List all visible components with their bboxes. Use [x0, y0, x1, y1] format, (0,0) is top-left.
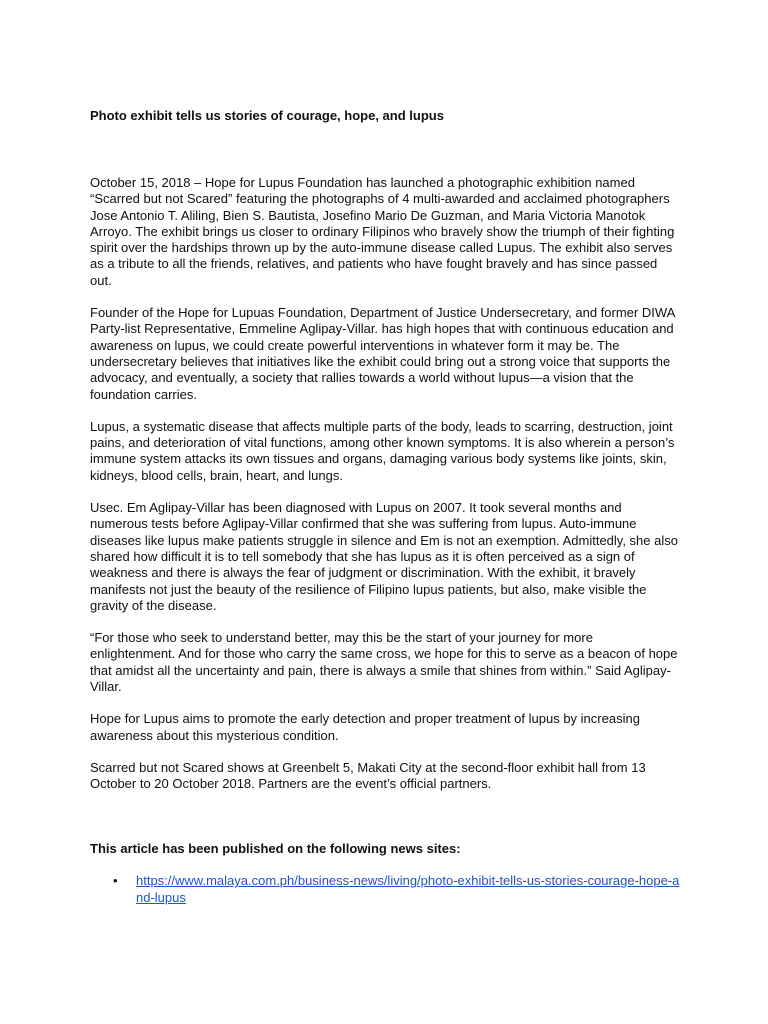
list-item: [90, 872, 680, 906]
paragraph-diagnosis: Usec. Em Aglipay-Villar has been diagnosed with Lupus on 2007. It took several months and numerous tests before Aglipay-Villar confirmed that she was suffering from lupus. Auto-immune diseases like lupus make patients struggle in silence and Em is not an exemption. Admittedly, she also shared how difficult it is to tell somebody that she has lupus as it is often perceived as a sign of weakness and there is always the fear of judgment or discrimination. With the exhibit, it bravely manifests not just the beauty of the resilience of Filipino lupus patients, but also, make visible the gravity of the disease.: [90, 500, 678, 613]
article-title: Photo exhibit tells us stories of courage, hope, and lupus: [90, 108, 444, 123]
paragraph-founder: Founder of the Hope for Lupuas Foundation, Department of Justice Undersecretary, and former DIWA Party-list Representative, Emmeline Aglipay-Villar. has high hopes that with continuous education and awareness on lupus, we could create powerful interventions in whatever form it may be. The undersecretary believes that initiatives like the exhibit could bring out a strong voice that supports the advocacy, and eventually, a society that rallies towards a world without lupus—a vision that the foundation carries.: [90, 305, 675, 402]
bullet-icon: •: [113, 873, 118, 888]
paragraph-quote: “For those who seek to understand better, may this be the start of your journey for more enlightenment. And for those who carry the same cross, we hope for this to serve as a beacon of hope that amidst all the uncertainty and pain, there is always a smile that shines from within.” Said Aglipay-Villar.: [90, 630, 678, 695]
paragraph-lupus-definition: Lupus, a systematic disease that affects multiple parts of the body, leads to scarring, destruction, joint pains, and deterioration of vital functions, among other known symptoms. It is also wherein a person’s immune system attacks its own tissues and organs, damaging various body systems like joints, skin, kidneys, blood cells, brain, heart, and lungs.: [90, 418, 675, 483]
news-link[interactable]: https://www.malaya.com.ph/business-news/living/photo-exhibit-tells-us-stories-courage-hope-and-lupus: [136, 873, 680, 905]
published-heading: This article has been published on the following news sites:: [90, 841, 461, 856]
news-site-list: [90, 872, 680, 906]
article-body: [90, 175, 680, 809]
paragraph-intro: October 15, 2018 – Hope for Lupus Foundation has launched a photographic exhibition named “Scarred but not Scared” featuring the photographs of 4 multi-awarded and acclaimed photographers Jose Antonio T. Aliling, Bien S. Bautista, Josefino Mario De Guzman, and Maria Victoria Manotok Arroyo. The exhibit brings us closer to ordinary Filipinos who bravely show the triumph of their fighting spirit over the hardships thrown up by the auto-immune disease called Lupus. The exhibit also serves as a tribute to all the friends, relatives, and patients who have fought bravely and has since passed out.: [90, 175, 675, 288]
paragraph-venue: Scarred but not Scared shows at Greenbelt 5, Makati City at the second-floor exhibit hall from 13 October to 20 October 2018. Partners are the event’s official partners.: [90, 759, 646, 792]
paragraph-mission: Hope for Lupus aims to promote the early detection and proper treatment of lupus by increasing awareness about this mysterious condition.: [90, 711, 640, 743]
